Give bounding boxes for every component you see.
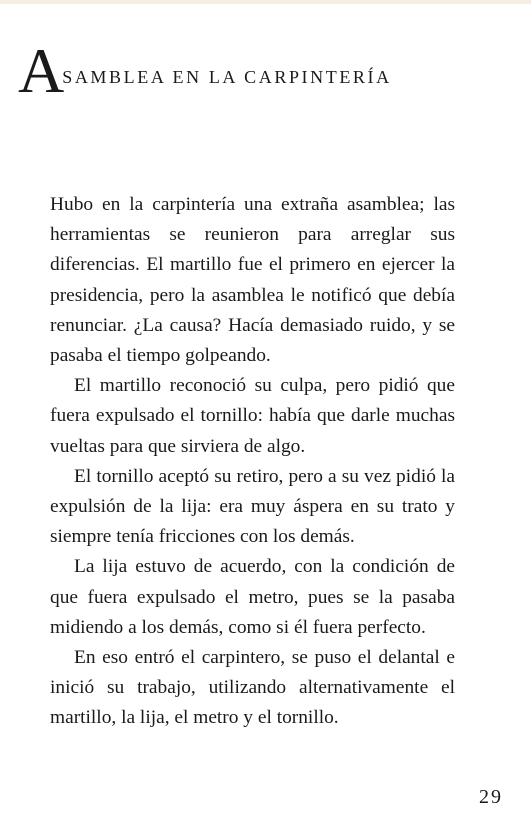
title-dropcap: A — [18, 35, 65, 106]
paragraph-2: El martillo reconoció su culpa, pero pidió que fuera expulsado el tornillo: había que darle muchas vueltas para que sirviera de algo. — [50, 375, 455, 457]
story-body — [50, 190, 455, 734]
chapter-title — [18, 35, 392, 106]
title-text: SAMBLEA EN LA CARPINTERÍA — [62, 67, 392, 87]
page-number: 29 — [479, 786, 503, 808]
paragraph-1: Hubo en la carpintería una extraña asamblea; las herramientas se reunieron para arreglar sus diferencias. El martillo fue el primero en ejercer la presidencia, pero la asamblea le notificó que debía renunciar. ¿La causa? Hacía demasiado ruido, y se pasaba el tiempo golpeando. — [50, 194, 455, 367]
paragraph-4: La lija estuvo de acuerdo, con la condición de que fuera expulsado el metro, pues se la pasaba midiendo a los demás, como si él fuera perfecto. — [50, 556, 455, 638]
page-top-edge — [0, 0, 531, 4]
paragraph-5: En eso entró el carpintero, se puso el delantal e inició su trabajo, utilizando alternativamente el martillo, la lija, el metro y el tornillo. — [50, 647, 455, 729]
paragraph-3: El tornillo aceptó su retiro, pero a su vez pidió la expulsión de la lija: era muy áspera en su trato y siempre tenía fricciones con los demás. — [50, 465, 455, 548]
